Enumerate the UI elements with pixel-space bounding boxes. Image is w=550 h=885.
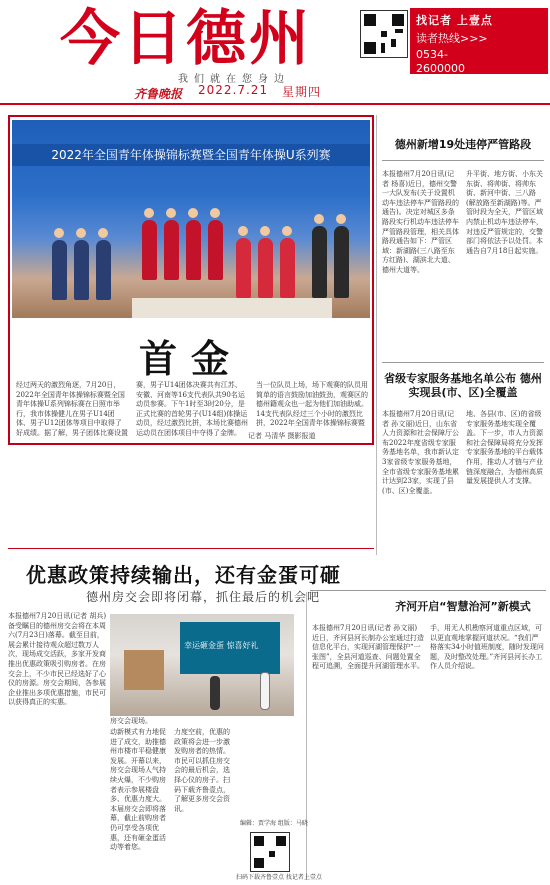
fair-booth-sign-text: 幸运砸金蛋 惊喜好礼: [184, 641, 259, 650]
athlete-head: [98, 228, 108, 238]
prize-boxes: [124, 650, 164, 690]
podium: [132, 298, 332, 318]
hotline-label: 找记者 上壹点: [416, 14, 493, 27]
athlete-head: [210, 208, 220, 218]
coach-figure: [312, 226, 327, 298]
column-divider: [306, 592, 307, 880]
second-headline: 优惠政策持续输出，还有金蛋可砸: [26, 563, 341, 587]
housing-fair-photo: [110, 614, 294, 716]
lead-story-photo: [12, 120, 370, 318]
photo-caption: 房交会现场。: [110, 717, 152, 725]
athlete-head: [144, 208, 154, 218]
athlete-figure: [164, 220, 179, 280]
second-story-text: 本报德州7月20日讯(记者 胡兵)备受瞩目的德州房交会将在本周六(7月23日)落幕。截至目前，展会累计接待观众超过数万人次，现场成交活跃，多家开发商推出优惠政策吸引购房者。在房交会上，不少市民已经选好了心仪的房源。房交会期间，各参展企业推出多项优惠措施，市民可以获得真正的实惠。: [8, 612, 107, 707]
qr-caption: 扫码下载齐鲁壹点 找记者上壹点: [236, 874, 322, 881]
hotline-link-text: 读者热线>>>: [416, 32, 488, 45]
athlete-figure: [142, 220, 157, 280]
story-text-river-cont: 手，用无人机勘察河道重点区域，可以更直观地掌握河道状况。“我们严格落实34小时值班制度，随时发现问题，及时整改处理。”齐河县河长办工作人员介绍说。: [430, 624, 544, 671]
masthead-brand-logo: 齐鲁晚报: [134, 87, 183, 101]
athlete-figure: [52, 240, 67, 300]
lead-text-column: 赛，男子U14团体决赛共有江苏、安徽、河南等16支代表队共90名运动员参赛。下午1时至3时20分，是正式比赛的首轮男子(U14组)体操运动员，经过激烈比拼，本场比赛德州运动员在团体项目中夺得了金牌。: [136, 381, 248, 437]
athlete-head: [238, 226, 248, 236]
story-headline-experts: 省级专家服务基地名单公布 德州实现县(市、区)全覆盖: [384, 372, 542, 399]
athlete-figure: [74, 240, 89, 300]
coach-figure: [334, 226, 349, 298]
athlete-head: [260, 226, 270, 236]
athlete-head: [76, 228, 86, 238]
athlete-figure: [96, 240, 111, 300]
lead-headline: 首金: [138, 336, 243, 381]
masthead-divider: [0, 103, 550, 105]
download-qr-icon: [250, 832, 290, 872]
hotline-phone-number: 2600000: [416, 62, 465, 75]
athlete-figure: [208, 220, 223, 280]
story-text-experts-cont: 地、各县(市、区)的省级专家服务基地实现全覆盖。下一步，市人力资源和社会保障局将充分发挥专家服务基地的平台载体作用，推动人才链与产业链深度融合，为德州高质量发展提供人才支撑。: [466, 410, 543, 486]
issue-weekday: 星期四: [282, 85, 322, 99]
athlete-figure: [280, 238, 295, 298]
athlete-figure: [236, 238, 251, 298]
qr-code-icon: [360, 10, 408, 58]
lead-byline: 记者 马清华 摄影报道: [248, 432, 316, 440]
second-story-text-right: 力度空前，优惠的政策将会进一步激发购房者的热情。市民可以抓住房交会的最后机会，选择心仪的房子。扫码下载齐鲁壹点，了解更多房交会资讯。: [174, 728, 230, 813]
story-text-river: 本报德州7月20日讯(记者 孙文丽)近日，齐河县河长制办公室通过打造信息化平台，实现河湖管理保护“一张图”，全县河道巡查、问题处置全程可追溯，全面提升河湖管理水平。: [312, 624, 424, 671]
section-rule: [8, 548, 374, 549]
hotline-phone: 0534-: [416, 48, 448, 61]
competition-banner: 2022年全国青年体操锦标赛暨全国青年体操U系列赛: [12, 144, 370, 166]
person-figure: [260, 672, 270, 710]
person-figure: [210, 676, 220, 710]
story-text-parking-cont: 升平街、地方街、小东关东街、将帅街、将帅东街、新河中街、三八路(解放路至新湖路)等。严管时段为全天，严管区域内禁止机动车违法停车，对违反严管规定的，交警部门将依法予以处罚。本通告自7月18日起实施。: [466, 170, 543, 255]
reader-hotline-box: [410, 8, 548, 74]
masthead: [0, 0, 550, 110]
story-headline-parking: 德州新增19处违停严管路段: [394, 138, 532, 151]
lead-text-column: 当一位队员上场，场下观赛的队员用简单的语言鼓励加油鼓劲，观赛区的德州籍观众也一起为他们加油助威。14支代表队经过三个小时的激烈比拼，2022年全国青年体操锦标赛暨: [256, 381, 368, 428]
coach-head: [314, 214, 324, 224]
masthead-title: 今日德州: [60, 4, 312, 74]
second-subhead: 德州房交会即将闭幕，抓住最后的机会吧: [86, 590, 321, 604]
story-rule: [310, 590, 546, 591]
story-text-parking: 本报德州7月20日讯(记者 杨喜)近日，德州交警一大队发布(关于设置机动车违法停车严管路段的通告)。决定对城区多条路段实行机动车违法停车严管路段管理，相关具体路段通告如下：严管区域：新湖路(三八路至东方红路)、湖滨北大道、德州大道等。: [382, 170, 459, 274]
lead-story-body: [16, 381, 370, 439]
lead-text-column: 经过两天的激烈角逐，7月20日，2022年全国青年体操锦标赛暨全国青年体操U系列锦标赛在日照市举行，我市体操健儿在男子U14团体、男子U12团体等项目中取得了好成绩。据了解，男子团体比赛设置: [16, 381, 128, 437]
story-headline-river: 齐河开启“智慧治河”新模式: [395, 600, 531, 613]
story-text-experts: 本报德州7月20日讯(记者 孙文丽)近日，山东省人力资源和社会保障厅公布2022年度省级专家服务基地名单，我市新认定3家省级专家服务基地，全市省级专家服务基地累计达到23家，实现了县(市、区)全覆盖。: [382, 410, 459, 495]
second-story-text-mid: 动新模式有力地促进了成交，助推德州市楼市平稳健康发展。开幕以来，房交会现场人气持续火爆，不少购房者表示参展楼盘多、优惠力度大。本届房交会即将落幕，截止前购房者仍可享受各项优惠，还有砸金蛋活动等着您。: [110, 728, 166, 852]
issue-date: 2022.7.21: [198, 83, 269, 97]
athlete-head: [188, 208, 198, 218]
athlete-figure: [186, 220, 201, 280]
editor-credit: 编辑：贾学海 组版：马晓: [240, 820, 308, 827]
story-rule: [382, 160, 544, 161]
column-divider: [376, 115, 377, 555]
athlete-head: [282, 226, 292, 236]
masthead-slogan: 我们就在您身边: [178, 74, 290, 85]
story-rule: [382, 362, 544, 363]
coach-head: [336, 214, 346, 224]
athlete-head: [166, 208, 176, 218]
athlete-figure: [258, 238, 273, 298]
athlete-head: [54, 228, 64, 238]
